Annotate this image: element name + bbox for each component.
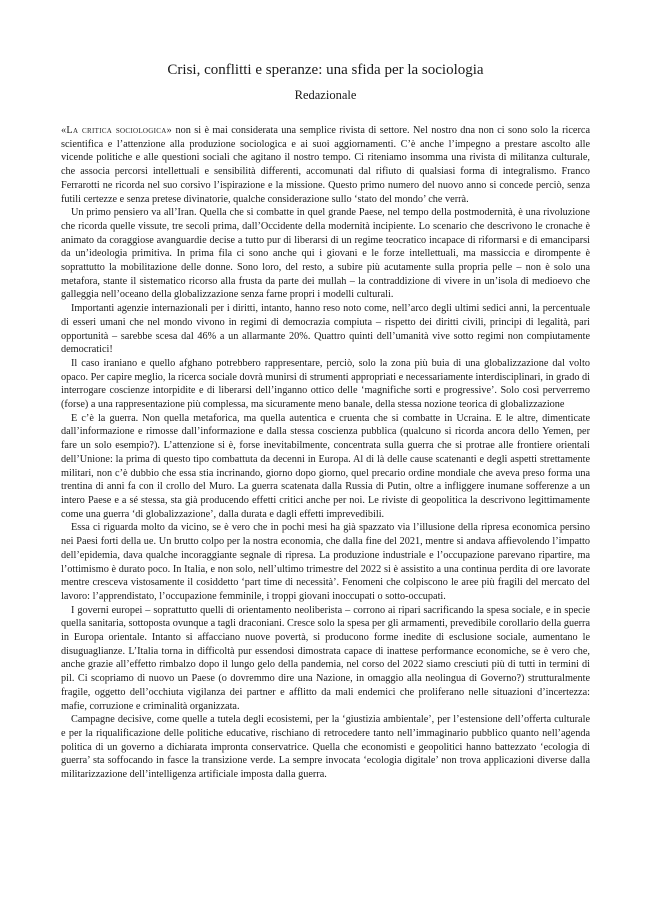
paragraph-7: I governi europei – soprattutto quelli di orientamento neoliberista – corrono ai ripari sacrificando la spesa sociale, e in specie quella sanitaria, sottoposta ovunque a tagli draconiani. Cresce solo la spesa per gli armamenti, prevedibile corollario della guerra in Europa orientale. Intanto si affacciano nuove povertà, si producono forme inedite di esclusione sociale, aumentano le disuguaglianze. L’Italia torna in difficoltà pur essendosi dimostrata capace di inattese performance economiche, se è vero che, anche grazie all’effetto rimbalzo dopo il lungo gelo della pandemia, nel corso del 2022 siamo cresciuti più di tutti in termini di pil. Ci scopriamo di nuovo un Paese (o dovremmo dire una Nazione, in omaggio alla neolingua di Governo?) strutturalmente fragile, oggetto dell’occhiuta vigilanza dei partner e afflitto da mali endemici che proliferano nelle situazioni d’incertezza: mafie, corruzione e criminalità organizzata. — [61, 604, 590, 712]
paragraph-1 — [61, 124, 590, 206]
journal-name: «La critica sociologica» — [61, 125, 173, 136]
paragraph-5: E c’è la guerra. Non quella metaforica, ma quella autentica e cruenta che si combatte in Ucraina. E le altre, dimenticate dall’informazione e rimosse dall’informazione e dalla stessa coscienza pubblica (qualcuno si ricorda ancora dello Yemen, per fare un solo esempio?). L’attenzione si è, forse inevitabilmente, concentrata sulla guerra che si protrae alle frontiere orientali dell’Unione: la prima di questo tipo combattuta da decenni in Europa. Al di là delle cause scatenanti e degli aspetti strettamente militari, non c’è dubbio che essa stia incrinando, giorno dopo giorno, quel precario ordine mondiale che aveva preso forma una trentina di anni fa con il crollo del Muro. La guerra scatenata dalla Russia di Putin, oltre a infliggere inumane sofferenze a un intero Paese e a sé stessa, sta già producendo effetti critici anche per noi. Le riviste di geopolitica la descrivono legittimamente come una guerra ‘di globalizzazione’, dalla durata e dagli effetti imprevedibili. — [61, 412, 590, 520]
paragraph-3: Importanti agenzie internazionali per i diritti, intanto, hanno reso noto come, nell’arco degli ultimi sedici anni, la percentuale di esseri umani che nel mondo vivono in regimi di democrazia compiuta – rispetto dei diritti civili, principi di legalità, pari opportunità – sarebbe scesa dal 46% a un allarmante 20%. Quattro quinti dell’umanità vive sotto regimi non compiutamente democratici! — [61, 303, 590, 356]
article-title: Crisi, conflitti e speranze: una sfida per la sociologia — [167, 62, 484, 78]
paragraph-8: Campagne decisive, come quelle a tutela degli ecosistemi, per la ‘giustizia ambientale’, per l’estensione dell’offerta culturale e per la riqualificazione delle politiche educative, rischiano di retrocedere tanto nell’immaginario pubblico quanto nell’agenda politica di un governo a dichiarata impronta conservatrice. Quella che economisti e geopolitici hanno battezzato ‘ecologia di guerra’ sta soffocando in fasce la transizione verde. La sempre invocata ‘ecologia digitale’ non trova applicazioni diverse dalla militarizzazione dell’intelligenza artificiale imposta dalla guerra. — [61, 714, 590, 781]
paragraph-6: Essa ci riguarda molto da vicino, se è vero che in pochi mesi ha già spazzato via l’illusione della ripresa economica persino nei Paesi forti della ue. Un brutto colpo per la nostra economia, che dalla fine del 2021, mentre si andava affievolendo l’impatto dell’epidemia, dava qualche incoraggiante segnale di ripresa. La produzione industriale e l’occupazione parevano ripartire, ma l’ottimismo è durato poco. In Italia, e non solo, nell’ultimo trimestre del 2022 si è assistito a una continua perdita di ore lavorate mentre cresceva vistosamente il cosiddetto ‘part time di necessità’. Fenomeni che colpiscono le aree più fragili del mercato del lavoro: l’apprendistato, l’occupazione femminile, i troppi giovani inoccupati o sotto-occupati. — [61, 522, 590, 602]
paragraph-4: Il caso iraniano e quello afghano potrebbero rappresentare, perciò, solo la zona più buia di una globalizzazione dal volto opaco. Per capire meglio, la ricerca sociale dovrà munirsi di strumenti appropriati e necessariamente interdisciplinari, in grado di interrogare coscienze intorpidite e di liberarsi dell’inganno ottico delle ‘magnifiche sorti e progressive’. Solo così perverremo (forse) a una rappresentazione più complessa, ma sicuramente meno banale, della stessa nozione teorica di globalizzazione — [61, 357, 590, 411]
article-subtitle: Redazionale — [294, 88, 357, 102]
article-body — [61, 124, 590, 782]
paragraph-2: Un primo pensiero va all’Iran. Quella che si combatte in quel grande Paese, nel tempo della postmodernità, è una rivoluzione che ricorda quelle vissute, tre secoli prima, dall’Occidente della modernità incipiente. Lo scenario che descrivono le cronache è animato da coraggiose avanguardie decise a tutto pur di liberarsi di un regime teocratico incapace di riformarsi e di emanciparsi da un’ideologia primitiva. In prima fila ci sono anche qui i giovani e le forze intellettuali, ma massiccia e dirompente è soprattutto la mobilitazione delle donne. Sono loro, del resto, a subire più acutamente sulla propria pelle – non è solo una metafora, stante il sistematico ricorso alla frusta da parte dei mullah – la contraddizione di vivere in un’isola di medioevo che galleggia nell’oceano della globalizzazione senza farne propri i modelli culturali. — [61, 207, 590, 301]
paragraph-text: non si è mai considerata una semplice rivista di settore. Nel nostro dna non ci sono solo la ricerca scientifica e l’attenzione alla produzione sociologica e ai suoi aggiornamenti. C’è anche l’impegno a prestare ascolto alle vicende politiche e alle questioni sociali che agitano il nostro tempo. Ci riteniamo insomma una rivista di militanza culturale, che associa percorsi intellettuali e sensibilità differenti, accomunati dal rifiuto di qualsiasi forma di integralismo. Franco Ferrarotti ne ricorda nel suo corsivo l’ispirazione e la missione. Questo primo numero del nuovo anno si concede perciò, senza futili certezze e senza pretese divinatorie, qualche considerazione sullo ‘stato del mondo’ che verrà. — [61, 125, 590, 205]
